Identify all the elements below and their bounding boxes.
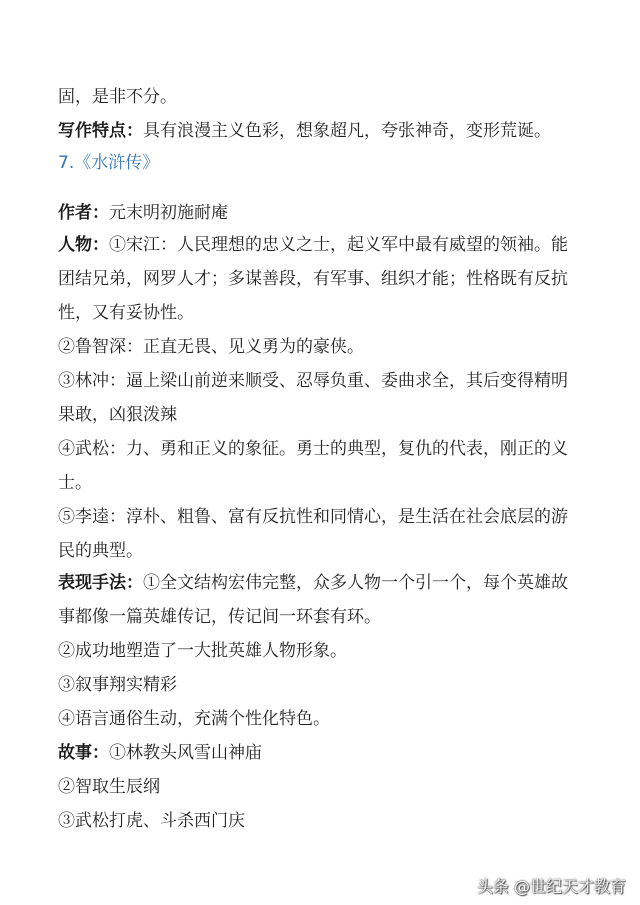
character-wusong-line1: ④武松：力、勇和正义的象征。勇士的典型，复仇的代表，刚正的义 <box>58 439 568 459</box>
techniques-item3: ③叙事翔实精彩 <box>58 675 177 695</box>
techniques-label: 表现手法： <box>58 573 143 593</box>
characters-line2: 团结兄弟，网罗人才；多谋善段，有军事、组织才能；性格既有反抗 <box>58 269 568 289</box>
paragraph-author <box>58 196 586 230</box>
techniques-line1: ①全文结构宏伟完整，众多人物一个引一个，每个英雄故 <box>143 573 568 593</box>
paragraph-stories <box>58 736 586 838</box>
character-wusong-line2: 士。 <box>58 473 92 493</box>
author-text: 元末明初施耐庵 <box>109 203 228 223</box>
characters-line1: ①宋江：人民理想的忠义之士，起义军中最有威望的领袖。能 <box>109 235 568 255</box>
techniques-line2: 事都像一篇英雄传记，传记间一环套有环。 <box>58 607 381 627</box>
continuation-text: 固，是非不分。 <box>58 87 177 107</box>
paragraph-techniques <box>58 566 586 736</box>
stories-item1: ①林教头风雪山神庙 <box>109 743 262 763</box>
paragraph-characters <box>58 228 586 568</box>
character-likui-line1: ⑤李逵：淳朴、粗鲁、富有反抗性和同情心，是生活在社会底层的游 <box>58 507 568 527</box>
character-linchong-line2: 果敢，凶狠泼辣 <box>58 405 177 425</box>
stories-label: 故事： <box>58 743 109 763</box>
writing-features-label: 写作特点： <box>58 121 143 141</box>
paragraph-continuation <box>58 80 586 114</box>
watermark: 头条 @世纪天才教育 <box>476 877 626 896</box>
techniques-item2: ②成功地塑造了一大批英雄人物形象。 <box>58 641 347 661</box>
paragraph-writing-features <box>58 114 586 148</box>
character-luzhishen: ②鲁智深：正直无畏、见义勇为的豪侠。 <box>58 337 364 357</box>
stories-item3: ③武松打虎、斗杀西门庆 <box>58 811 245 831</box>
techniques-item4: ④语言通俗生动，充满个性化特色。 <box>58 709 330 729</box>
character-likui-line2: 民的典型。 <box>58 541 143 561</box>
character-linchong-line1: ③林冲：逼上梁山前逆来顺受、忍辱负重、委曲求全，其后变得精明 <box>58 371 568 391</box>
author-label: 作者： <box>58 203 109 223</box>
stories-item2: ②智取生辰纲 <box>58 777 160 797</box>
section-title: 7.《水浒传》 <box>58 153 160 173</box>
characters-line3: 性，又有妥协性。 <box>58 303 194 323</box>
characters-label: 人物： <box>58 235 109 255</box>
writing-features-text: 具有浪漫主义色彩，想象超凡，夸张神奇，变形荒诞。 <box>143 121 551 141</box>
